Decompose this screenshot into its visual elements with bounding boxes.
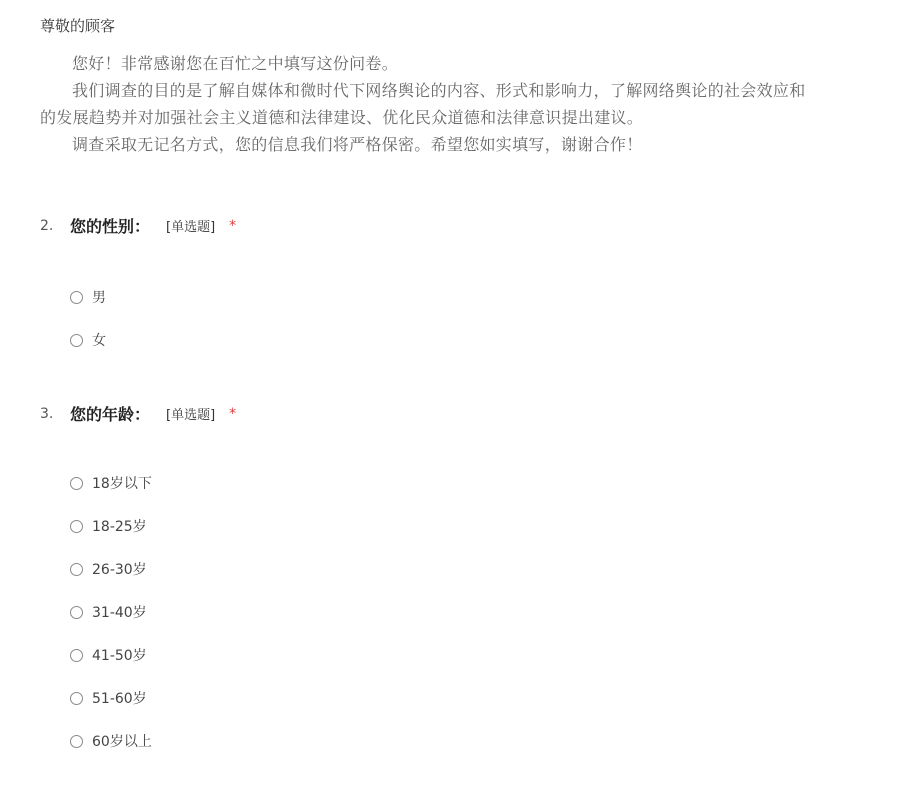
- radio-button[interactable]: [70, 291, 83, 304]
- intro-line-4: 调查采取无记名方式，您的信息我们将严格保密。希望您如实填写，谢谢合作！: [72, 135, 643, 154]
- option-label: 60岁以上: [92, 734, 152, 750]
- required-mark: *: [229, 217, 237, 234]
- option-label: 女: [92, 333, 106, 349]
- option-label: 26-30岁: [92, 562, 147, 578]
- option-age-over-60[interactable]: [70, 731, 152, 751]
- radio-button[interactable]: [70, 606, 83, 619]
- option-gender-female[interactable]: [70, 330, 106, 350]
- option-age-41-50[interactable]: [70, 645, 147, 665]
- question-type-label: [单选题]: [166, 220, 216, 235]
- greeting-heading: 尊敬的顾客: [40, 17, 116, 35]
- question-title: 您的性别：: [70, 217, 151, 236]
- option-age-26-30[interactable]: [70, 559, 147, 579]
- question-age: [40, 402, 236, 425]
- required-mark: *: [229, 405, 237, 422]
- option-label: 41-50岁: [92, 648, 147, 664]
- option-age-31-40[interactable]: [70, 602, 147, 622]
- question-gender: [40, 214, 236, 237]
- question-type-label: [单选题]: [166, 408, 216, 423]
- question-number: 3.: [40, 405, 54, 422]
- option-age-51-60[interactable]: [70, 688, 147, 708]
- option-gender-male[interactable]: [70, 287, 106, 307]
- option-age-18-25[interactable]: [70, 516, 147, 536]
- radio-button[interactable]: [70, 649, 83, 662]
- radio-button[interactable]: [70, 692, 83, 705]
- radio-button[interactable]: [70, 334, 83, 347]
- intro-line-1: 您好！非常感谢您在百忙之中填写这份问卷。: [72, 54, 399, 73]
- option-label: 男: [92, 290, 106, 306]
- radio-button[interactable]: [70, 520, 83, 533]
- radio-button[interactable]: [70, 477, 83, 490]
- option-age-under-18[interactable]: [70, 473, 152, 493]
- option-label: 31-40岁: [92, 605, 147, 621]
- intro-line-3: 的发展趋势并对加强社会主义道德和法律建设、优化民众道德和法律意识提出建议。: [40, 108, 644, 127]
- intro-line-2: 我们调查的目的是了解自媒体和微时代下网络舆论的内容、形式和影响力，了解网络舆论的社会效应和: [72, 81, 806, 100]
- radio-button[interactable]: [70, 735, 83, 748]
- option-label: 18岁以下: [92, 476, 152, 492]
- option-label: 18-25岁: [92, 519, 147, 535]
- option-label: 51-60岁: [92, 691, 147, 707]
- question-title: 您的年龄：: [70, 405, 151, 424]
- survey-intro: [40, 50, 900, 158]
- radio-button[interactable]: [70, 563, 83, 576]
- question-number: 2.: [40, 217, 54, 234]
